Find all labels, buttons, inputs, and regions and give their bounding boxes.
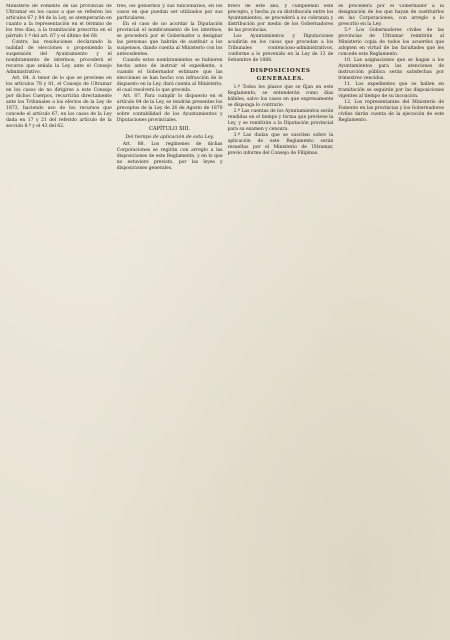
paragraph: 3.º Las dudas que se susciten sobre la aplicación de este Reglamento serán resueltas por el Ministerio de Ultramar, previo informe del Consejo de Filipinas.: [227, 133, 334, 156]
paragraph: 1.º Todos los plazos que se fijan en este Reglamento, se entenderán como días hábiles, salvo los casos en que expresamente se disponga lo contrario.: [227, 85, 334, 108]
paragraph: 12. Los representantes del Ministerio de Fomento en las provincias y los Gobernadores civiles darán cuenta de la ejecución de este Reglamento.: [338, 100, 444, 123]
paragraph: Art. 88. Los regímenes de dichas Corporaciones se regirán con arreglo a las disposiciones de este Reglamento, y en lo que no estuviere previsto, por las leyes y disposiciones generales.: [116, 142, 223, 171]
paragraph: se procederá por el Gobernador a la designación de los que hayan de sustituirlos en las Corporaciones, con arreglo a lo prescrito en la Ley.: [338, 4, 444, 27]
paragraph: 5.º Los Gobernadores civiles de las provincias de Ultramar remitirán al Ministerio copia de todos los acuerdos que adopten en virtud de las facultades que les concede este Reglamento.: [338, 28, 444, 57]
text-column-3: [228, 4, 334, 636]
section-heading: DISPOSICIONES GENERALES.: [250, 68, 311, 82]
paragraph: Contra las resoluciones declarando la nulidad de elecciones o proponiendo la suspensión del Ayuntamiento y el nombramiento de interinos, procederá el recurso que señala la Ley, ante el Consejo Administrativo.: [6, 40, 112, 75]
paragraph: tres, los gobiernos y sus funcionarios, en los casos en que puedan ser utilizados por sus particulares.: [116, 4, 223, 21]
text-column-2: [117, 4, 223, 636]
paragraph: Cuando estos nombramientos se hubieren hecho antes de instruir el expediente, o cuando el Gobernador estimare que las elecciones se han hecho con infracción de lo dispuesto en la Ley, dará cuenta al Ministerio, el cual resolverá lo que proceda.: [116, 58, 223, 93]
chapter-subtitle: Del tiempo de aplicación de esta Ley.: [125, 135, 214, 140]
paragraph: Art. 84. A tenor de lo que se previene en los artículos 78 y 81, el Consejo de Ultramar en los casos de no dirigirse a este Consejo por dichos Cuerpos, recurrirán directamente ante los Tribunales a los efectos de la Ley de 1873, haciendo uso de los recursos que concede el artículo 67, en los casos de la Ley dada en 17 y 21 del referido artículo de la sección 8.ª y el 43 del 62.: [6, 76, 112, 129]
paragraph: 2.º Las cuentas de los Ayuntamientos serán rendidas en el tiempo y forma que previene la Ley, y se remitirán a la Diputación provincial para su examen y censura.: [227, 109, 334, 132]
paragraph: Ministerio de Fomento de las provincias de Ultramar en los casos a que se refieren los artículos 67 y 84 de la Ley, se atemperarán en cuanto a la representación en el término de los tres días, a la tramitación prescrita en el párrafo 1.º del art. 67 y el último del 68.: [6, 4, 112, 39]
paragraph: En el caso de no acordar la Diputación provincial el nombramiento de los interinos, se procederá por el Gobernador a designar las personas que habrán de sustituir a los suspensos, dando cuenta al Ministerio con los antecedentes.: [116, 22, 223, 57]
paragraph: 10. Las asignaciones que se hagan a los Ayuntamientos para las atenciones de instrucción pública serán satisfechas por trimestres vencidos.: [338, 58, 444, 81]
text-column-1: [6, 4, 112, 636]
chapter-heading: CAPÍTULO XIII.: [149, 126, 191, 132]
paragraph: Los Ayuntamientos y Diputaciones acudirán en los casos que procedan a los Tribunales contencioso-administrativos, conforme a lo prevenido en la Ley de 13 de Setiembre de 1888.: [227, 34, 334, 63]
text-column-4: [338, 4, 444, 636]
paragraph: Art. 87. Para cumplir lo dispuesto en el artículo 84 de la Ley, se tendrán presentes los preceptos de la Ley de 26 de Agosto de 1870 sobre contabilidad de los Ayuntamientos y Diputaciones provinciales.: [116, 94, 223, 123]
paragraph: 11. Los expedientes que se hallen en tramitación se seguirán por las disposiciones vigentes al tiempo de su incoación.: [338, 82, 444, 99]
paragraph: brero de este año, y cumpliendo este precepto, y hecha ya su distribución entre los Ayuntamientos, se procederá a su cobranza y distribución por medio de los Gobernadores de las provincias.: [227, 4, 334, 33]
